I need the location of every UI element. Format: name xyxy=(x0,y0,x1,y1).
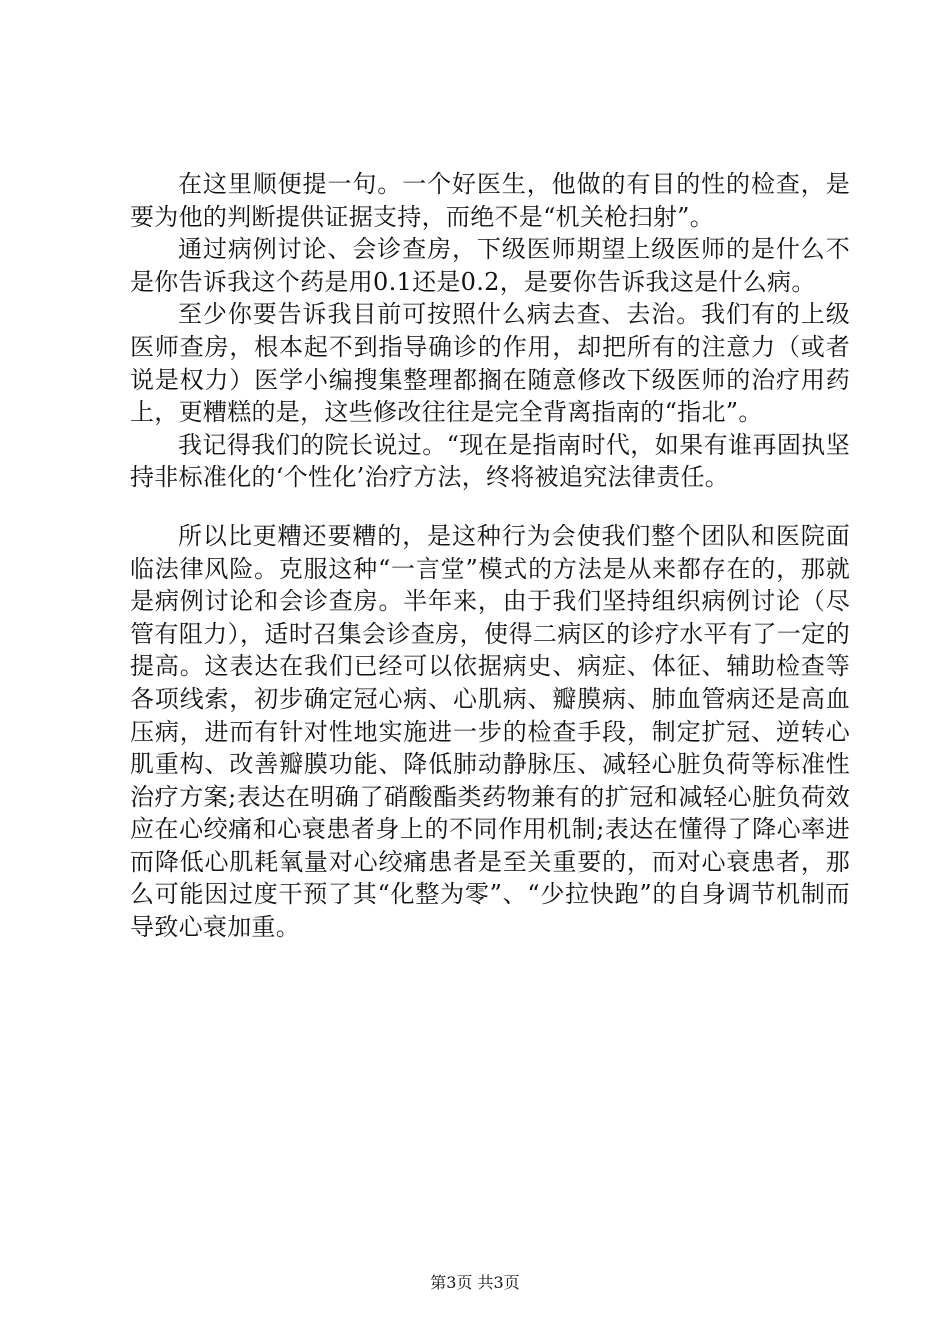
paragraph-5: 所以比更糟还要糟的，是这种行为会使我们整个团队和医院面临法律风险。克服这种“一言堂”模式的方法是从来都存在的，那就是病例讨论和会诊查房。半年来，由于我们坚持组织病例讨论（尽管有阻力），适时召集会诊查房，使得二病区的诊疗水平有了一定的提高。这表达在我们已经可以依据病史、病症、体征、辅助检查等各项线索，初步确定冠心病、心肌病、瓣膜病、肺血管病还是高血压病，进而有针对性地实施进一步的检查手段，制定扩冠、逆转心肌重构、改善瓣膜功能、降低肺动静脉压、减轻心脏负荷等标准性治疗方案;表达在明确了硝酸酯类药物兼有的扩冠和减轻心脏负荷效应在心绞痛和心衰患者身上的不同作用机制;表达在懂得了降心率进而降低心肌耗氧量对心绞痛患者是至关重要的，而对心衰患者，那么可能因过度干预了其“化整为零”、“少拉快跑”的自身调节机制而导致心衰加重。 xyxy=(130,521,850,942)
document-body xyxy=(130,168,850,944)
page-footer xyxy=(0,1272,950,1294)
paragraph-2: 通过病例讨论、会诊查房，下级医师期望上级医师的是什么不是你告诉我这个药是用0.1还是0.2，是要你告诉我这是什么病。 xyxy=(130,235,850,296)
paragraph-1: 在这里顺便提一句。一个好医生，他做的有目的性的检查，是要为他的判断提供证据支持，而绝不是“机关枪扫射”。 xyxy=(130,170,850,231)
page-number: 第3页 共3页 xyxy=(430,1273,520,1292)
paragraph-3: 至少你要告诉我目前可按照什么病去查、去治。我们有的上级医师查房，根本起不到指导确诊的作用，却把所有的注意力（或者说是权力）医学小编搜集整理都搁在随意修改下级医师的治疗用药上，更糟糕的是，这些修改往往是完全背离指南的“指北”。 xyxy=(130,300,850,427)
paragraph-4: 我记得我们的院长说过。“现在是指南时代，如果有谁再固执坚持非标准化的‘个性化’治疗方法，终将被追究法律责任。 xyxy=(130,430,850,492)
